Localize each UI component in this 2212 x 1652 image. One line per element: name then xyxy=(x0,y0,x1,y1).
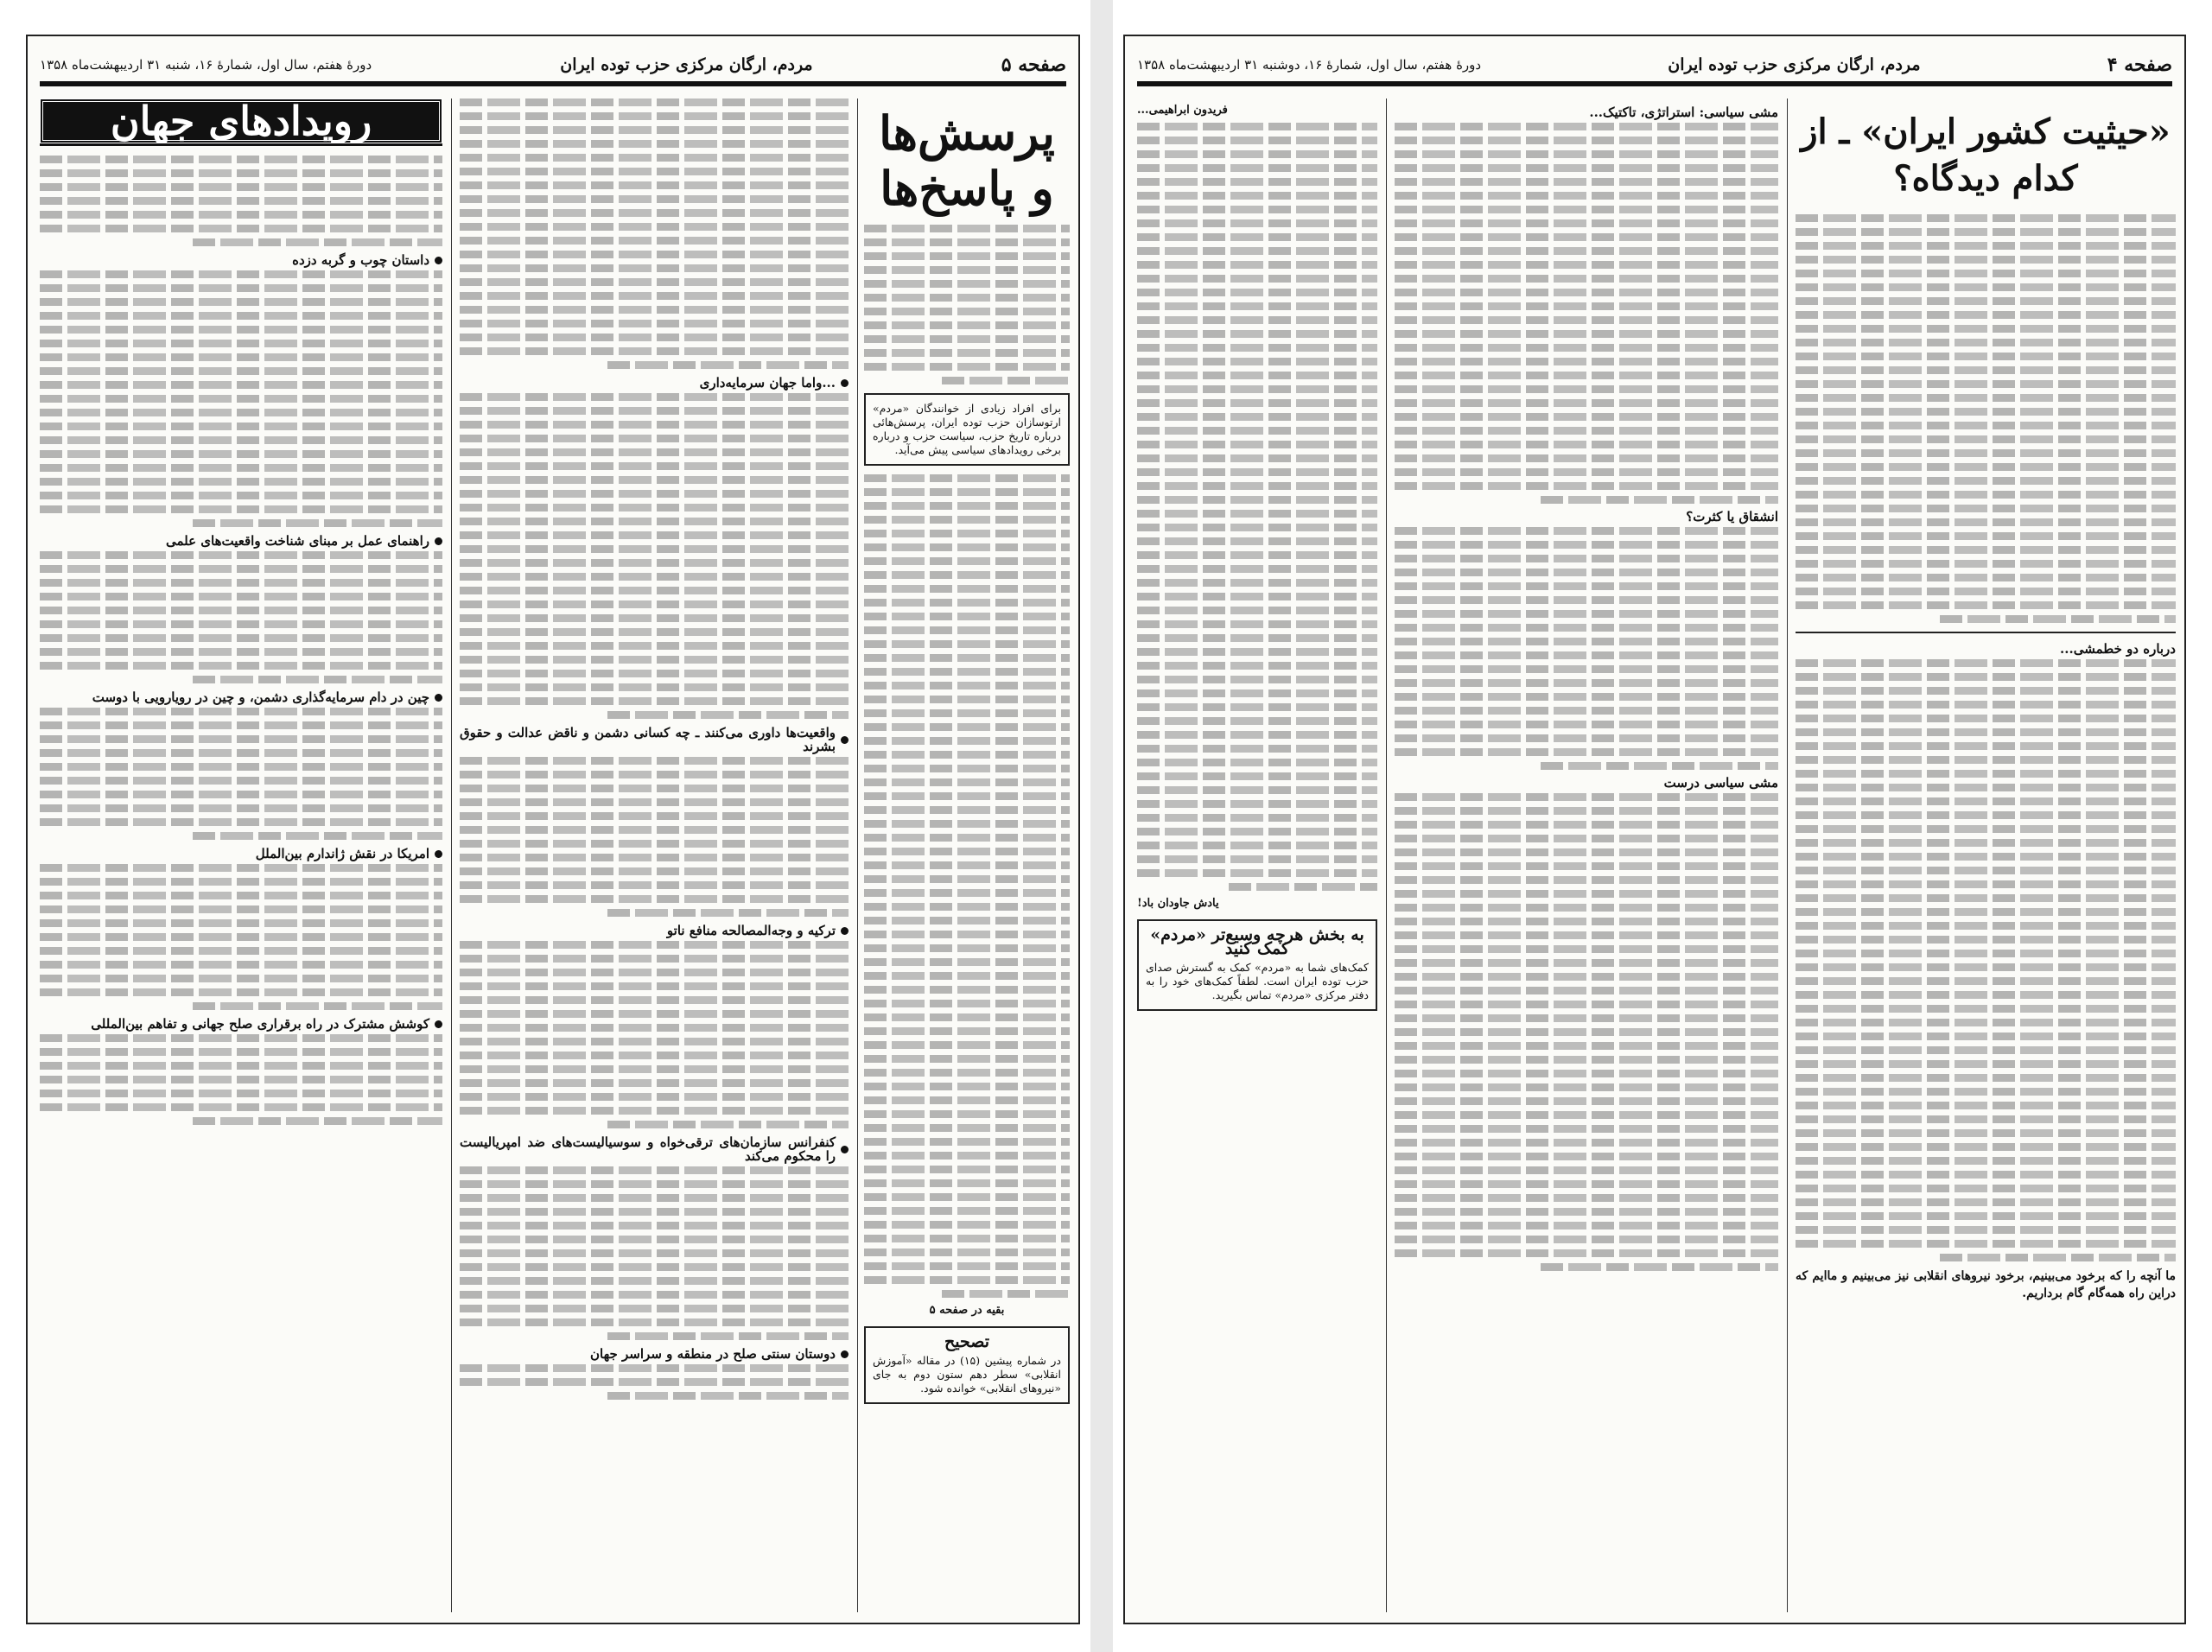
page-number: صفحه ۴ xyxy=(2107,54,2172,76)
qa-column xyxy=(864,98,1070,1612)
headline: چین در دام سرمایه‌گذاری دشمن، و چین در رویارویی با دوست xyxy=(40,690,442,704)
issue-info: دورهٔ هفتم، سال اول، شمارهٔ ۱۶، دوشنبه ۳۱ اردیبهشت‌ماه ۱۳۵۸ xyxy=(1137,57,1482,73)
support-box-title: به بخش هرچه وسیع‌تر «مردم» کمک کنید xyxy=(1150,925,1364,958)
masthead: مردم، ارگان مرکزی حزب توده ایران xyxy=(560,55,813,74)
qa-intro-text: برای افراد زیادی از خوانندگان «مردم» ارتوسازان حزب توده ایران، پرسش‌هائی درباره تاریخ حزب، سیاست حزب و درباره برخی رویدادهای سیاسی پیش می‌آید. xyxy=(873,402,1061,456)
correction-box xyxy=(864,1326,1070,1404)
correction-title: تصحیح xyxy=(944,1332,990,1351)
correction-text: در شماره پیشین (۱۵) در مقاله «آموزش انقلابی» سطر دهم ستون دوم به جای «نیروهای انقلابی» خوانده شود. xyxy=(873,1354,1061,1395)
newspaper-page-4 xyxy=(1123,35,2186,1624)
masthead: مردم، ارگان مرکزی حزب توده ایران xyxy=(1668,55,1921,74)
headline: دوستان سنتی صلح در منطقه و سراسر جهان xyxy=(460,1347,849,1361)
section-label: درباره دو خطمشی... xyxy=(2060,641,2176,657)
world-events-column xyxy=(40,98,442,1612)
author-column xyxy=(1137,98,1377,1612)
headline: ترکیه و وجه‌المصالحه منافع ناتو xyxy=(460,924,849,937)
politics-subhead: انشقاق یا کثرت؟ xyxy=(1686,509,1778,524)
page-header xyxy=(1137,48,2172,86)
politics-subhead-2: مشی سیاسی درست xyxy=(1663,775,1778,791)
headline: واقعیت‌ها داوری می‌کنند ـ چه کسانی دشمن و ناقض عدالت و حقوق بشرند xyxy=(460,726,849,753)
middle-column xyxy=(460,98,849,1612)
headline: ...واما جهان سرمایه‌داری xyxy=(460,376,849,390)
feature-closing: ما آنچه را که برخود می‌بینیم، برخود نیروهای انقلابی نیز می‌بینیم و ماایم که دراین راه همه‌گام گام برداریم. xyxy=(1796,1269,2176,1300)
qa-intro-box xyxy=(864,393,1070,466)
headline: کنفرانس سازمان‌های ترقی‌خواه و سوسیالیست‌های ضد امپریالیست را محکوم می‌کند xyxy=(460,1135,849,1163)
page-number: صفحه ۵ xyxy=(1001,54,1066,76)
support-box xyxy=(1137,919,1377,1011)
politics-title: مشی سیاسی: استراتژی، تاکتیک... xyxy=(1589,105,1778,120)
issue-info: دورهٔ هفتم، سال اول، شمارهٔ ۱۶، شنبه ۳۱ اردیبهشت‌ماه ۱۳۵۸ xyxy=(40,57,372,73)
author-signature: فریدون ابراهیمی... xyxy=(1137,104,1228,117)
qa-title: پرسش‌ها و پاسخ‌ها xyxy=(879,105,1055,216)
headline: داستان چوب و گربه دزده xyxy=(40,253,442,267)
support-box-text: کمک‌های شما به «مردم» کمک به گسترش صدای حزب توده ایران است. لطفاً کمک‌های خود را به دفتر مرکزی «مردم» تماس بگیرید. xyxy=(1146,961,1369,1001)
page-header xyxy=(40,48,1066,86)
binding-gutter xyxy=(1090,0,1113,1652)
headline: کوشش مشترک در راه برقراری صلح جهانی و تفاهم بین‌المللی xyxy=(40,1017,442,1031)
politics-column xyxy=(1395,98,1778,1612)
memorial-line: یادش جاودان باد! xyxy=(1137,897,1219,910)
newspaper-page-5 xyxy=(26,35,1080,1624)
headline: راهنمای عمل بر مبنای شناخت واقعیت‌های علمی xyxy=(40,534,442,548)
feature-title: «حیثیت کشور ایران» ـ از کدام دیدگاه؟ xyxy=(1801,111,2171,199)
feature-column xyxy=(1796,98,2176,1612)
world-events-banner: رویدادهای جهان xyxy=(40,98,442,143)
continued-note: بقیه در صفحه ۵ xyxy=(929,1304,1005,1317)
headline: امریکا در نقش ژاندارم بین‌الملل xyxy=(40,847,442,861)
